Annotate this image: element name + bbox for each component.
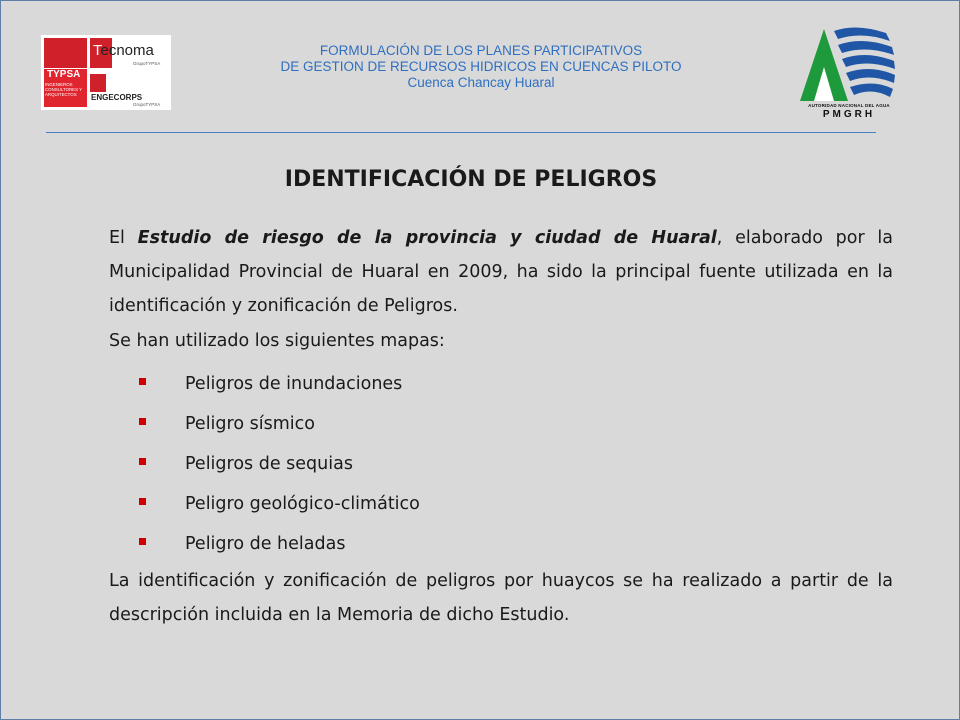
header-line-2: DE GESTION DE RECURSOS HIDRICOS EN CUENCAS PILOTO bbox=[280, 59, 682, 74]
pmgrh-label: PMGRH bbox=[822, 109, 876, 120]
list-item-text: Peligros de inundaciones bbox=[185, 374, 403, 394]
header-line-1: FORMULACIÓN DE LOS PLANES PARTICIPATIVOS bbox=[319, 43, 643, 58]
maps-intro: Se han utilizado los siguientes mapas: bbox=[109, 331, 445, 351]
typsa-tecnoma-logo bbox=[41, 35, 171, 110]
header-divider bbox=[46, 132, 876, 133]
header-title bbox=[231, 43, 731, 91]
tecnoma-logo-text bbox=[93, 42, 154, 59]
bullet-square-icon bbox=[139, 538, 146, 545]
intro-text-start: El bbox=[109, 228, 138, 248]
bullet-square-icon bbox=[139, 418, 146, 425]
engecorps-red-square bbox=[90, 74, 106, 92]
list-item-text: Peligro de heladas bbox=[185, 534, 346, 554]
intro-text-end: , elaborado por la Municipalidad Provincial de Huaral en 2009, ha sido la principal fuente utilizada en la identificación y zonificación de Peligros. bbox=[109, 228, 894, 316]
list-item-text: Peligro sísmico bbox=[185, 414, 315, 434]
conclusion-paragraph: La identificación y zonificación de peligros por huaycos se ha realizado a partir de la descripción incluida en la Memoria de dicho Estudio. bbox=[109, 571, 893, 625]
typsa-red-block bbox=[44, 38, 87, 68]
bullet-square-icon bbox=[139, 498, 146, 505]
list-item-text: Peligro geológico-climático bbox=[185, 494, 420, 514]
header-line-3: Cuenca Chancay Huaral bbox=[407, 75, 555, 90]
ana-name: AUTORIDAD NACIONAL DEL AGUA bbox=[808, 103, 890, 108]
engecorps-logo-text: ENGECORPS bbox=[91, 93, 143, 102]
list-item-text: Peligros de sequias bbox=[185, 454, 353, 474]
tecnoma-rest: ecnoma bbox=[100, 42, 154, 59]
slide-title: IDENTIFICACIÓN DE PELIGROS bbox=[284, 167, 658, 192]
bullet-square-icon bbox=[139, 378, 146, 385]
study-title: Estudio de riesgo de la provincia y ciudad de Huaral bbox=[137, 228, 717, 248]
bullet-square-icon bbox=[139, 458, 146, 465]
intro-paragraph bbox=[109, 221, 893, 323]
tecnoma-group-label: GrupoTYPSA bbox=[133, 61, 161, 66]
engecorps-group-label: GrupoTYPSA bbox=[133, 102, 161, 107]
typsa-subtitle: INGENIEROS CONSULTORES Y ARQUITECTOS bbox=[45, 82, 83, 97]
tecnoma-initial: T bbox=[93, 42, 101, 59]
typsa-logo-text: TYPSA bbox=[47, 69, 81, 80]
